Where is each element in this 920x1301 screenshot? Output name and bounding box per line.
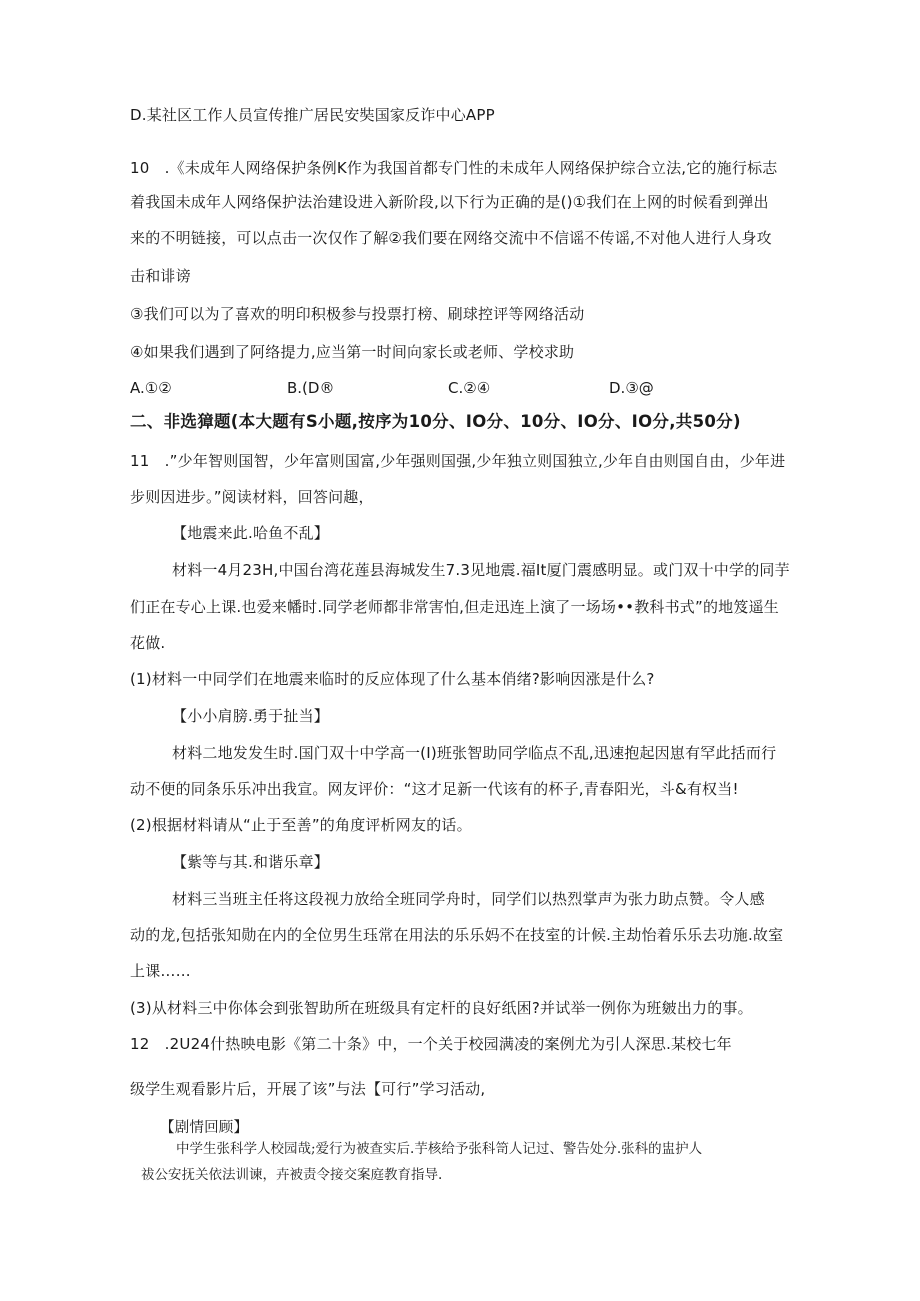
q11-question-3: (3)从材料三中你体会到张智助所在班级具有定杆的良好纸困?并试举一例你为班皴出力的事。 xyxy=(130,999,753,1017)
q12-stem-line-1: 12 .2U24什热映电影《第二十条》中，一个关于校园满凌的案例尤为引人深思.某校七年 xyxy=(130,1035,732,1053)
q10-option-a: A.①② xyxy=(130,379,172,397)
q12-synopsis-line-2: 祓公安抚关依法训谏，卉被责令接交案庭教育指导. xyxy=(141,1167,443,1183)
q11-material-2-line-2: 动不便的同条乐乐冲出我宣。网友评价：“这才足新一代该有的杯子,青春阳光，斗&有权当! xyxy=(130,780,739,798)
q11-material-1-line-1: 材料一4月23H,中国台湾花莲县海城发生7.3见地震.福It厦门震感明显。或门双十中学的同芋 xyxy=(172,561,790,579)
q10-statement-4: ④如果我们遇到了阿络提力,应当第一时间向家长或老师、学校求助 xyxy=(130,343,575,361)
q11-stem-line-1: 11 .”少年智则国智，少年富则国富,少年强则国强,少年独立则国独立,少年自由则国自由，少年进 xyxy=(130,452,786,470)
q11-stem-line-2: 步则因进步。”阅读材料，回答问趣， xyxy=(130,488,374,506)
q11-material-1-heading: 【地震来此.哈鱼不乱】 xyxy=(172,524,329,542)
q11-material-2-heading: 【小小肩膀.勇于扯当】 xyxy=(172,707,329,725)
q11-material-1-line-2: 们正在专心上课.也爱来幡时.同学老师都非常害怕,但走迅连上演了一场场••教科书式”的地笈遥生 xyxy=(130,598,779,616)
q10-stem-line-3: 来的不明链接，可以点击一次仅作了解②我们要在网络交流中不信谣不传谣,不对他人进行人身攻 xyxy=(130,229,772,247)
q11-material-3-line-2: 动的龙,包括张知勋在内的全位男生珏常在用法的乐乐妈不在技室的计候.主劫怡着乐乐去功施.故室 xyxy=(130,926,784,944)
q10-stem-line-1: 10 .《未成年人网络保护条例K作为我国首都专门性的未成年人网络保护综合立法,它的施行标志 xyxy=(130,159,778,177)
section-heading: 二、非选獐题(本大题有S小题,按序为10分、IO分、10分、IO分、IO分,共50分) xyxy=(130,412,741,431)
q12-section-heading: 【剧情回顾】 xyxy=(160,1120,249,1136)
q11-material-3-heading: 【紫等与其.和谐乐章】 xyxy=(172,853,329,871)
q11-material-2-line-1: 材料二地发发生时.国门双十中学高一(I)班张智助同学临点不乱,迅速抱起因崽有罕此括而行 xyxy=(172,744,777,762)
q11-question-1: (1)材料一中同学们在地震来临时的反应体现了什么基本俏绪?影响因涨是什么? xyxy=(130,670,655,688)
q10-stem-line-4: 击和诽谤 xyxy=(130,267,191,285)
q11-material-3-line-3: 上课…… xyxy=(130,962,191,980)
q10-option-b: B.(D® xyxy=(287,379,335,397)
q11-material-3-line-1: 材料三当班主任将这段视力放给全班同学舟时，同学们以热烈掌声为张力助点赞。令人感 xyxy=(172,890,765,908)
q9-option-d: D.某社区工作人员宣传推广居民安奘国家反诈中心APP xyxy=(130,106,495,124)
q10-stem-line-2: 着我国未成年人网络保护法治建设进入新阶段,以下行为正确的是()①我们在上网的时候看到弹出 xyxy=(130,193,769,211)
q10-statement-3: ③我们可以为了喜欢的明印积极参与投票打榜、刷球控评等网络活动 xyxy=(130,305,585,323)
q11-question-2: (2)根据材料请从“止于至善”的角度评析网友的话。 xyxy=(130,816,472,834)
q11-material-1-line-3: 花做. xyxy=(130,634,166,652)
q10-option-c: C.②④ xyxy=(448,379,491,397)
q12-stem-line-2: 级学生观看影片后，开展了该”与法【可行”学习活动, xyxy=(130,1080,486,1098)
q12-synopsis-line-1: 中学生张科学人校园哉;爱行为被查实后.芋核给予张科笥人记过、警告处分.张科的盅护人 xyxy=(176,1141,703,1157)
q10-option-d: D.③@ xyxy=(609,379,654,397)
